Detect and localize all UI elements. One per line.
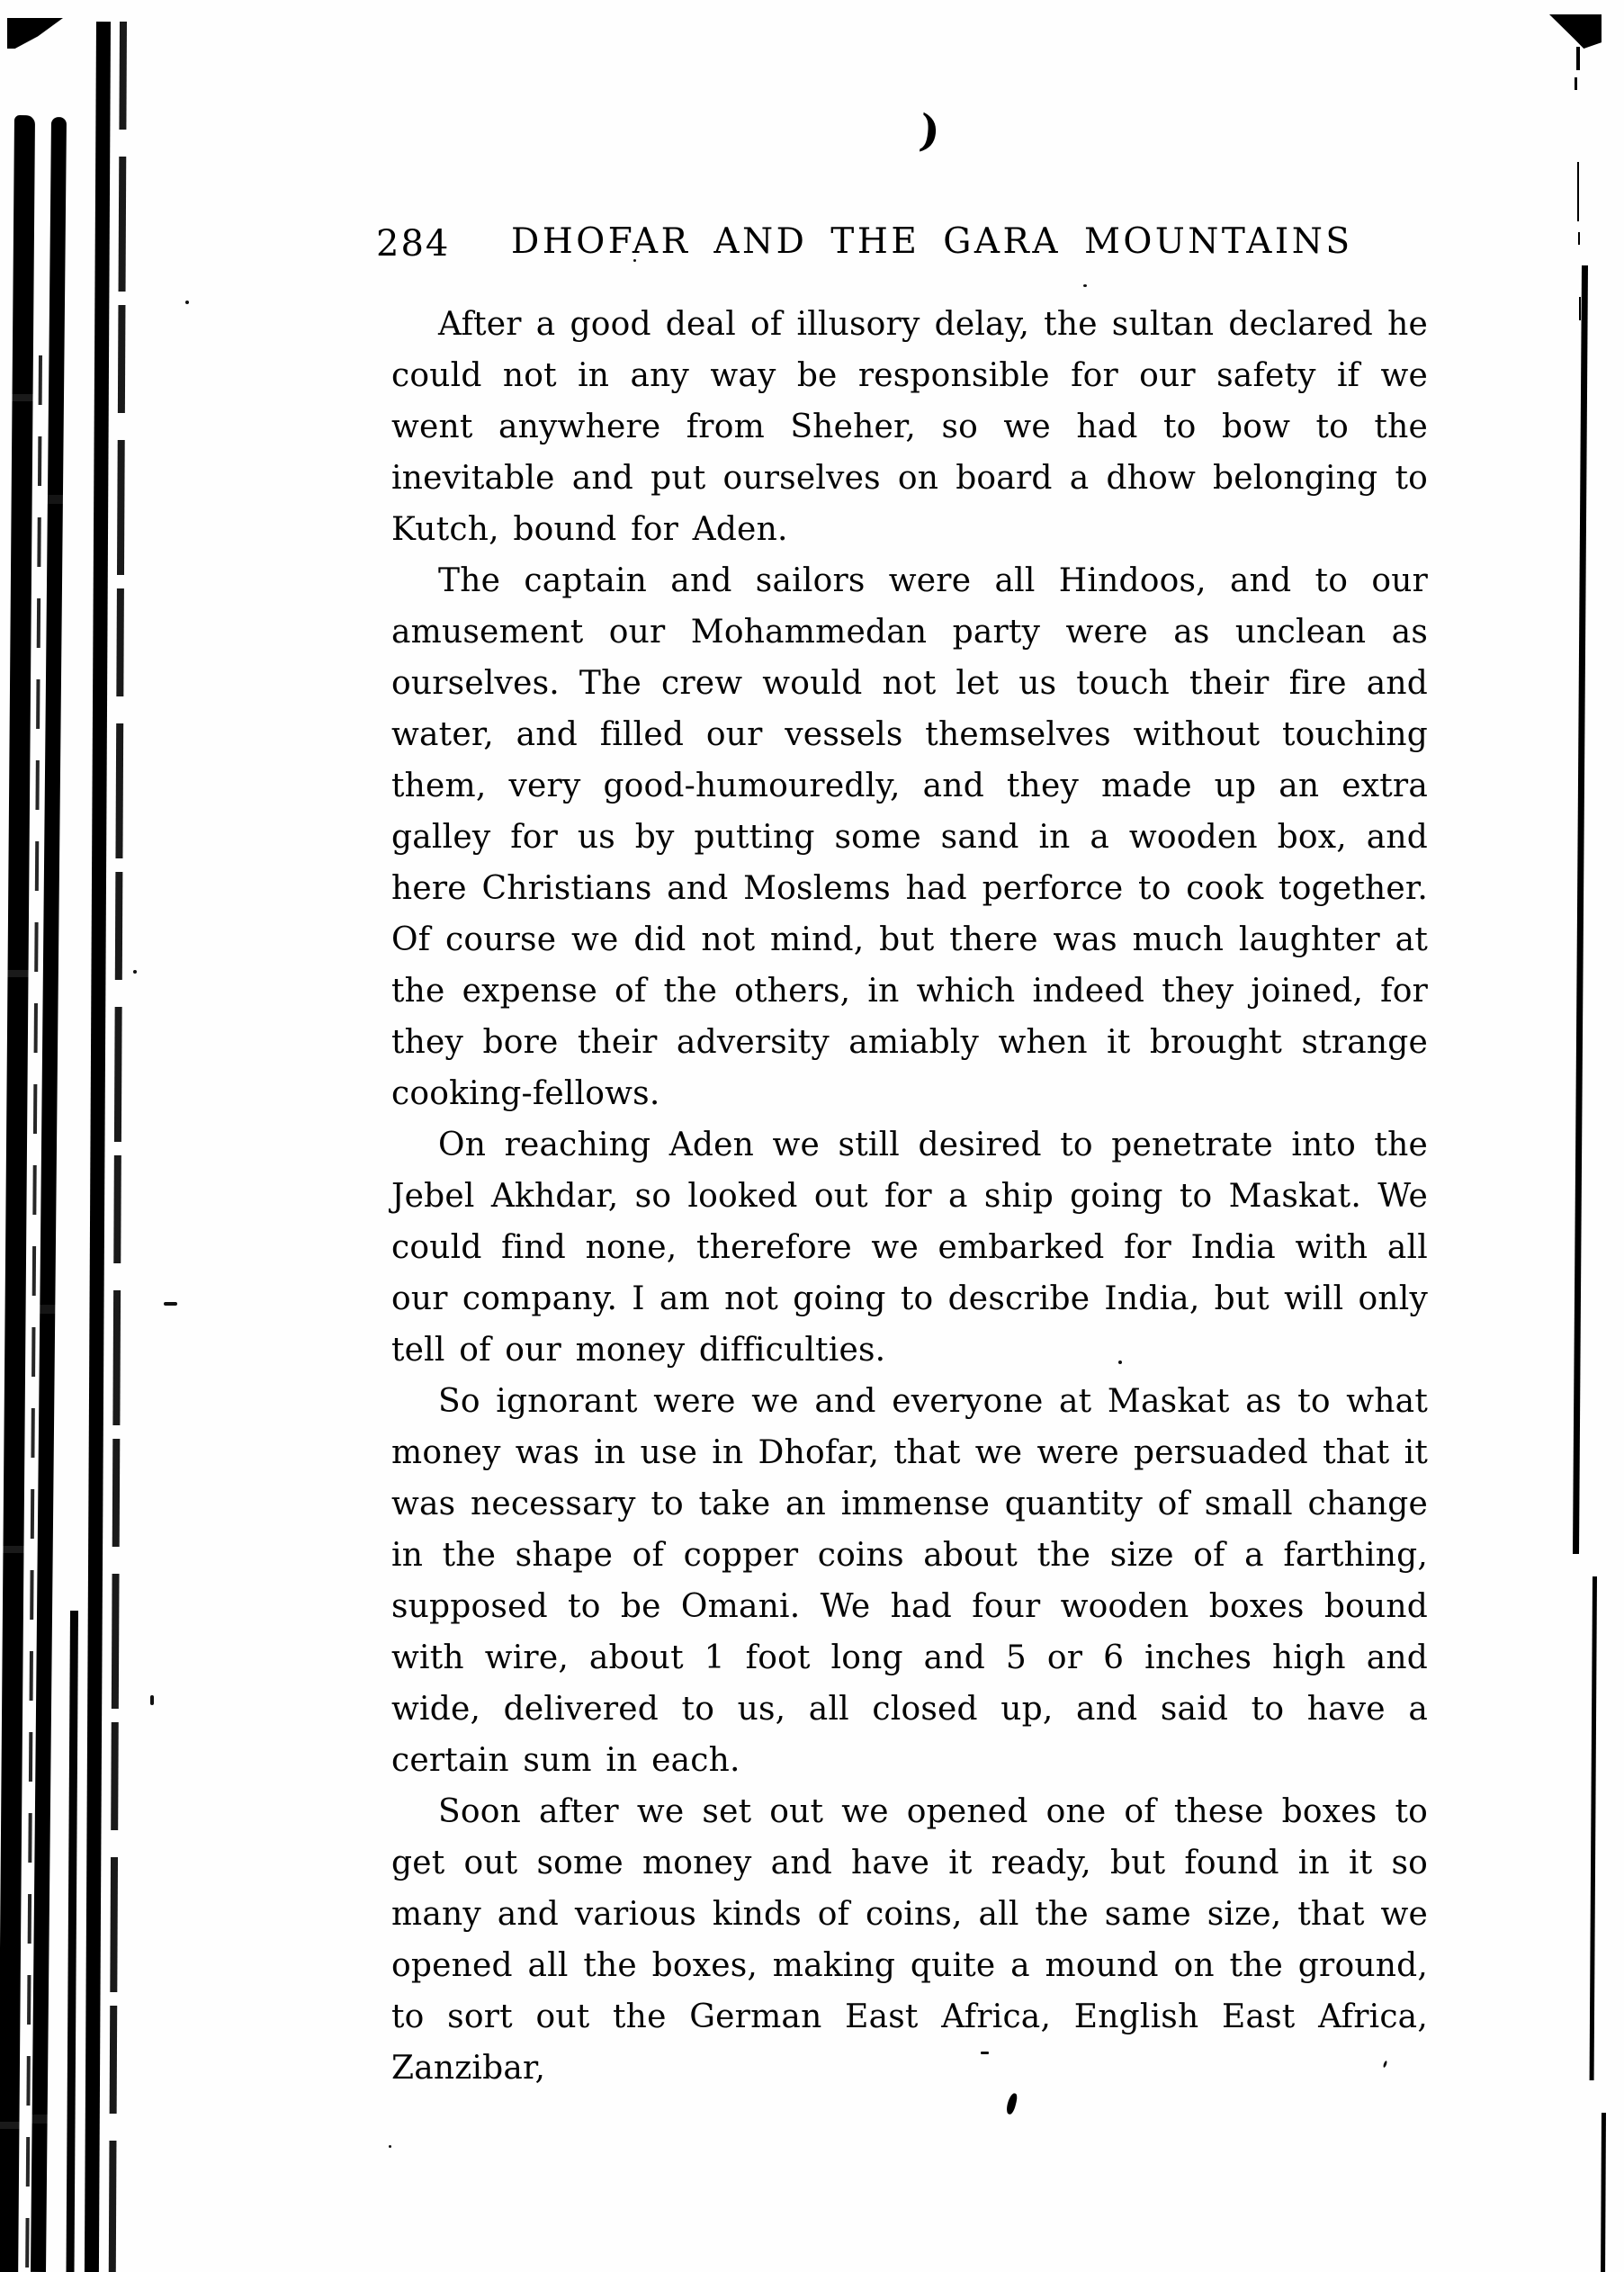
paragraph: Soon after we set out we opened one of these boxes to get out some money and have it ready, but found in it so many and various kinds of coins, all the same size, that we opened all the boxes, making quite a mound on the ground, to sort out the German East Africa, English East Africa, Zanzibar, (391, 1793, 1428, 2087)
scan-streak-icon (109, 22, 127, 2272)
ink-speck-icon (133, 970, 137, 974)
ink-blot-icon (1005, 2092, 1018, 2115)
ink-speck-icon (1083, 284, 1087, 287)
corner-fold-mark-icon (1549, 14, 1602, 49)
stray-paren-mark: ) (917, 104, 943, 158)
ink-speck-icon (185, 301, 189, 304)
paragraph: The captain and sailors were all Hindoos, and to our amusement our Mohammedan party were as unclean as ourselves. The crew would not let us touch their fire and water, and filled our vessels themselves without touching them, very good-humouredly, and they made up an extra galley for us by putting some sand in a wooden box, and here Christians and Moslems had perforce to cook together. Of course we did not mind, but there was much laughter at the expense of the others, in which indeed they joined, for they bore their adversity amiably when it brought strange cooking-fellows. (391, 562, 1428, 1112)
corner-fold-mark-icon (1575, 77, 1577, 90)
page-number: 284 (376, 223, 451, 265)
corner-fold-mark-icon (7, 18, 63, 49)
paragraph: So ignorant were we and everyone at Maskat as to what money was in use in Dhofar, that we were persuaded that it was necessary to take an immense quantity of small change in the shape of copper coins about the size of a farthing, supposed to be Omani. We had four wooden boxes bound with wire, about 1 foot long and 5 or 6 inches high and wide, delivered to us, all closed up, and said to have a certain sum in each. (391, 1383, 1428, 1779)
ink-speck-icon (164, 1302, 177, 1306)
page-edge-line-icon (1601, 2113, 1606, 2272)
scan-streak-icon (85, 22, 111, 2272)
paragraph: After a good deal of illusory delay, the sultan declared he could not in any way be responsible for our safety if we went anywhere from Sheher, so we had to bow to the inevitable and put ourselves on board a dhow belonging to Kutch, bound for Aden. (391, 306, 1428, 548)
body-text (391, 299, 1428, 2094)
page-edge-line-icon (1577, 162, 1579, 221)
page-edge-line-icon (1578, 232, 1580, 245)
page-edge-line-icon (1590, 1576, 1597, 2080)
paragraph: On reaching Aden we still desired to penetrate into the Jebel Akhdar, so looked out for a ship going to Maskat. We could find none, therefore we embarked for India with all our company. I am not going to describe India, but will only tell of our money difficulties. (391, 1127, 1428, 1369)
scan-streak-icon (67, 1611, 78, 2272)
ink-speck-icon (389, 2145, 391, 2148)
running-title: DHOFAR AND THE GARA MOUNTAINS (511, 221, 1353, 262)
corner-fold-mark-icon (1576, 47, 1580, 70)
page-edge-line-icon (1573, 265, 1588, 1554)
ink-speck-icon (150, 1695, 154, 1705)
